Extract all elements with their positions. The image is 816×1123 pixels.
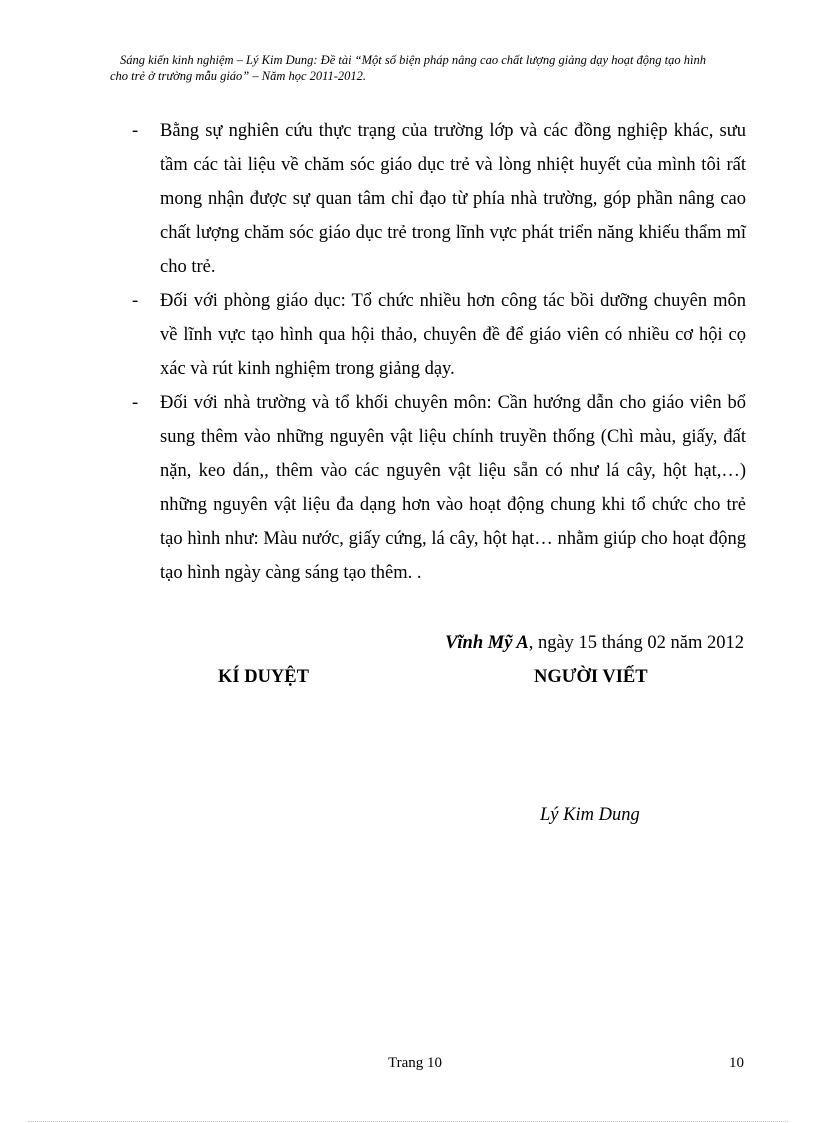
list-item [130, 114, 746, 284]
list-bullet: - [132, 121, 139, 141]
page-header [110, 52, 750, 84]
list-bullet: - [132, 291, 139, 311]
list-item [130, 386, 746, 590]
header-line-1: Sáng kiến kinh nghiệm – Lý Kim Dung: Đề tài “Một số biện pháp nâng cao chất lượng giảng dạy hoạt động tạo hình [120, 53, 707, 67]
writer-name: Lý Kim Dung [540, 805, 640, 825]
date-text: , ngày 15 tháng 02 năm 2012 [528, 633, 744, 653]
list-item [130, 284, 746, 386]
writer-label: NGƯỜI VIẾT [534, 667, 648, 687]
footer-page-label: Trang 10 [388, 1055, 443, 1071]
recommendation-list [130, 114, 746, 590]
approval-label: KÍ DUYỆT [218, 667, 309, 687]
page-bottom-divider [28, 1121, 788, 1122]
list-item-text: Đối với nhà trường và tổ khối chuyên môn: Cần hướng dẫn cho giáo viên bổ sung thêm vào những nguyên vật liệu chính truyền thống (Chì màu, giấy, đất nặn, keo dán,, thêm vào các nguyên vật liệu sẵn có như lá cây, hột hạt,…) những nguyên vật liệu đa dạng hơn vào hoạt động chung khi tổ chức cho trẻ tạo hình như: Màu nước, giấy cứng, lá cây, hột hạt… nhằm giúp cho hoạt động tạo hình ngày càng sáng tạo thêm. . [160, 393, 746, 583]
place-name: Vĩnh Mỹ A [445, 633, 529, 653]
date-line [445, 628, 744, 658]
list-item-text: Đối với phòng giáo dục: Tổ chức nhiều hơn công tác bồi dưỡng chuyên môn về lĩnh vực tạo hình qua hội thảo, chuyên đề để giáo viên có nhiều cơ hội cọ xác và rút kinh nghiệm trong giảng dạy. [160, 291, 746, 379]
header-line-2: cho trẻ ở trường mẫu giáo” – Năm học 2011-2012. [110, 69, 367, 83]
footer-page-number: 10 [729, 1055, 744, 1071]
list-bullet: - [132, 393, 139, 413]
list-item-text: Bằng sự nghiên cứu thực trạng của trường lớp và các đồng nghiệp khác, sưu tầm các tài liệu về chăm sóc giáo dục trẻ và lòng nhiệt huyết của mình tôi rất mong nhận được sự quan tâm chỉ đạo từ phía nhà trường, góp phần nâng cao chất lượng chăm sóc giáo dục trẻ trong lĩnh vực phát triển năng khiếu thẩm mĩ cho trẻ. [160, 121, 746, 277]
